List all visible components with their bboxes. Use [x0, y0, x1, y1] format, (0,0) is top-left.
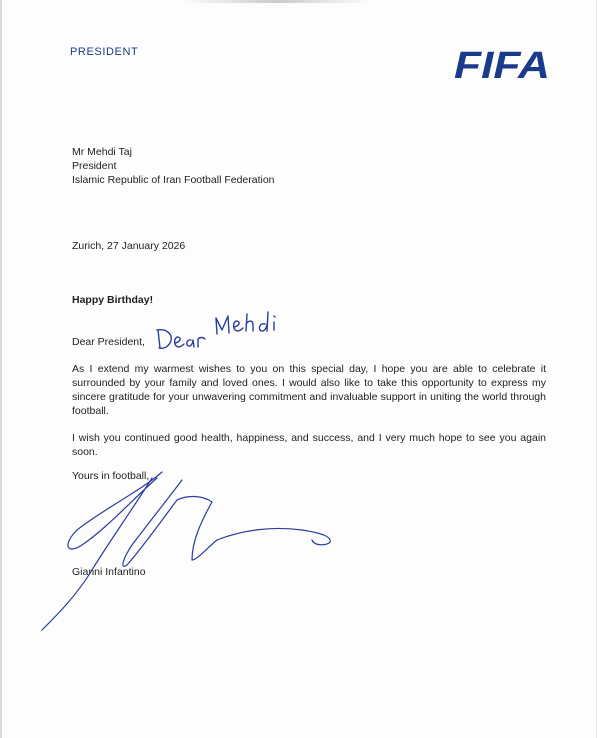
letter-heading: Happy Birthday! [72, 294, 154, 306]
recipient-name: Mr Mehdi Taj [72, 146, 132, 158]
fifa-logo [452, 44, 552, 82]
salutation: Dear President, [72, 336, 145, 348]
recipient-address [72, 145, 275, 187]
body-paragraph-1: As I extend my warmest wishes to you on this special day, I hope you are able to celebrate it surrounded by your family and loved ones. I would also like to take this opportunity to express my sincere gratitude for your unwavering commitment and invaluable support in uniting the world through football. [72, 363, 546, 417]
recipient-organization: Islamic Republic of Iran Football Federation [72, 174, 275, 186]
signatory-name: Gianni Infantino [72, 566, 146, 578]
body-paragraph-2: I wish you continued good health, happiness, and success, and I very much hope to see you again soon. [72, 432, 546, 458]
svg-text:FIFA: FIFA [454, 45, 550, 82]
handwritten-greeting [157, 312, 275, 348]
signature [42, 472, 330, 630]
recipient-title: President [72, 160, 117, 172]
closing-line: Yours in football, [72, 470, 150, 482]
scan-edge-shadow [182, 0, 372, 3]
office-label: PRESIDENT [70, 46, 139, 58]
date-line: Zurich, 27 January 2026 [72, 240, 186, 252]
